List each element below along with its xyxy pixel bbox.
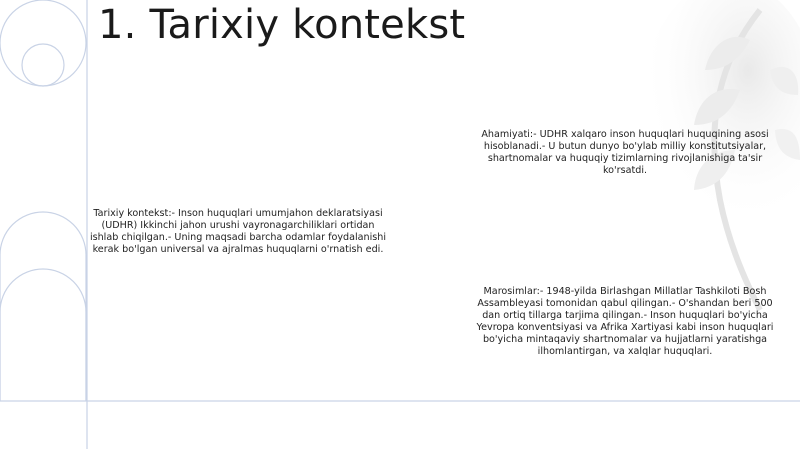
text-block-historical-context: Tarixiy kontekst:- Inson huquqlari umumjahon deklaratsiyasi (UDHR) Ikkinchi jahon urushi vayronagarchiliklari ortidan ishlab chiqilgan.- Uning maqsadi barcha odamlar foydalanishi kerak bo'lgan universal va ajralmas huquqlarni o'rnatish edi. bbox=[89, 208, 387, 255]
slide-title: 1. Tarixiy kontekst bbox=[98, 2, 466, 48]
text-block-significance: Ahamiyati:- UDHR xalqaro inson huquqlari huquqining asosi hisoblanadi.- U butun dunyo bo'ylab milliy konstitutsiyalar, shartnomalar va huquqiy tizimlarning rivojlanishiga ta'sir ko'rsatdi. bbox=[481, 129, 769, 176]
text-block-ceremonies: Marosimlar:- 1948-yilda Birlashgan Millatlar Tashkiloti Bosh Assambleyasi tomonidan qabul qilingan.- O'shandan beri 500 dan ortiq tillarga tarjima qilingan.- Inson huquqlari bo'yicha Yevropa konventsiyasi va Afrika Xartiyasi kabi inson huquqlari bo'yicha mintaqaviy shartnomalar va hujjatlarni yaratishga ilhomlantirgan, va xalqlar huquqlari. bbox=[476, 286, 774, 357]
